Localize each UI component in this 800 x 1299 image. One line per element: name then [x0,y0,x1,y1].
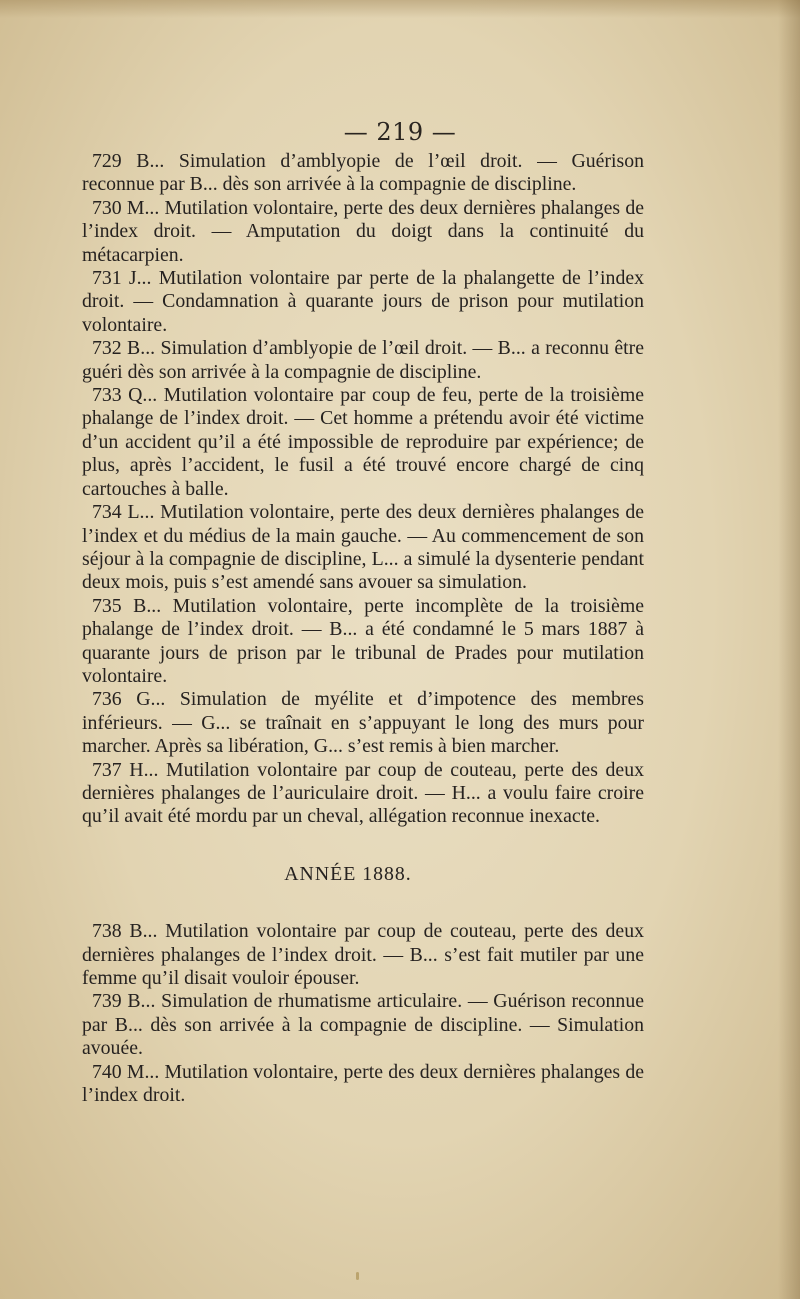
entry-732: 732 B... Simulation d’amblyopie de l’œil droit. — B... a reconnu être guéri dès son arrivée à la compagnie de discipline. [82,337,644,383]
page-right-shadow [778,0,800,1299]
body-text [82,150,644,1107]
entry-739: 739 B... Simulation de rhumatisme articulaire. — Guérison reconnue par B... dès son arrivée à la compagnie de discipline. — Simulation avouée. [82,990,644,1060]
page-number: — 219 — [343,118,457,146]
entry-737: 737 H... Mutilation volontaire par coup de couteau, perte des deux dernières phalanges de l’auriculaire droit. — H... a voulu faire croire qu’il avait été mordu par un cheval, allégation reconnue inexacte. [82,758,644,828]
section-heading-year: ANNÉE 1888. [284,862,412,885]
entry-738: 738 B... Mutilation volontaire par coup de couteau, perte des deux dernières phalanges de l’index droit. — B... s’est fait mutiler par une femme qu’il disait vouloir épouser. [82,920,644,989]
entry-740: 740 M... Mutilation volontaire, perte des deux dernières phalanges de l’index droit. [82,1060,644,1107]
entry-735: 735 B... Mutilation volontaire, perte incomplète de la troisième phalange de l’index droit. — B... a été condamné le 5 mars 1887 à quarante jours de prison par le tribunal de Prades pour mutilation volontaire. [82,594,644,687]
entry-729: 729 B... Simulation d’amblyopie de l’œil droit. — Guérison reconnue par B... dès son arrivée à la compagnie de discipline. [82,150,644,196]
entry-730: 730 M... Mutilation volontaire, perte des deux dernières phalanges de l’index droit. — Amputation du doigt dans la continuité du métacarpien. [82,196,644,266]
entry-731: 731 J... Mutilation volontaire par perte de la phalangette de l’index droit. — Condamnation à quarante jours de prison pour mutilation volontaire. [82,267,644,336]
paper-speck [356,1272,359,1280]
page-top-shadow [0,0,800,18]
entry-733: 733 Q... Mutilation volontaire par coup de feu, perte de la troisième phalange de l’index droit. — Cet homme a prétendu avoir été victime d’un accident qu’il a été impossible de reproduire par expérience; de plus, après l’accident, le fusil a été trouvé encore chargé de cinq cartouches à balle. [82,384,644,500]
entry-734: 734 L... Mutilation volontaire, perte des deux dernières phalanges de l’index et du médius de la main gauche. — Au commencement de son séjour à la compagnie de discipline, L... a simulé la dysenterie pendant deux mois, puis s’est amendé sans avouer sa simulation. [82,501,644,594]
entry-736: 736 G... Simulation de myélite et d’impotence des membres inférieurs. — G... se traînait en s’appuyant le long des murs pour marcher. Après sa libération, G... s’est remis à bien marcher. [82,688,644,758]
